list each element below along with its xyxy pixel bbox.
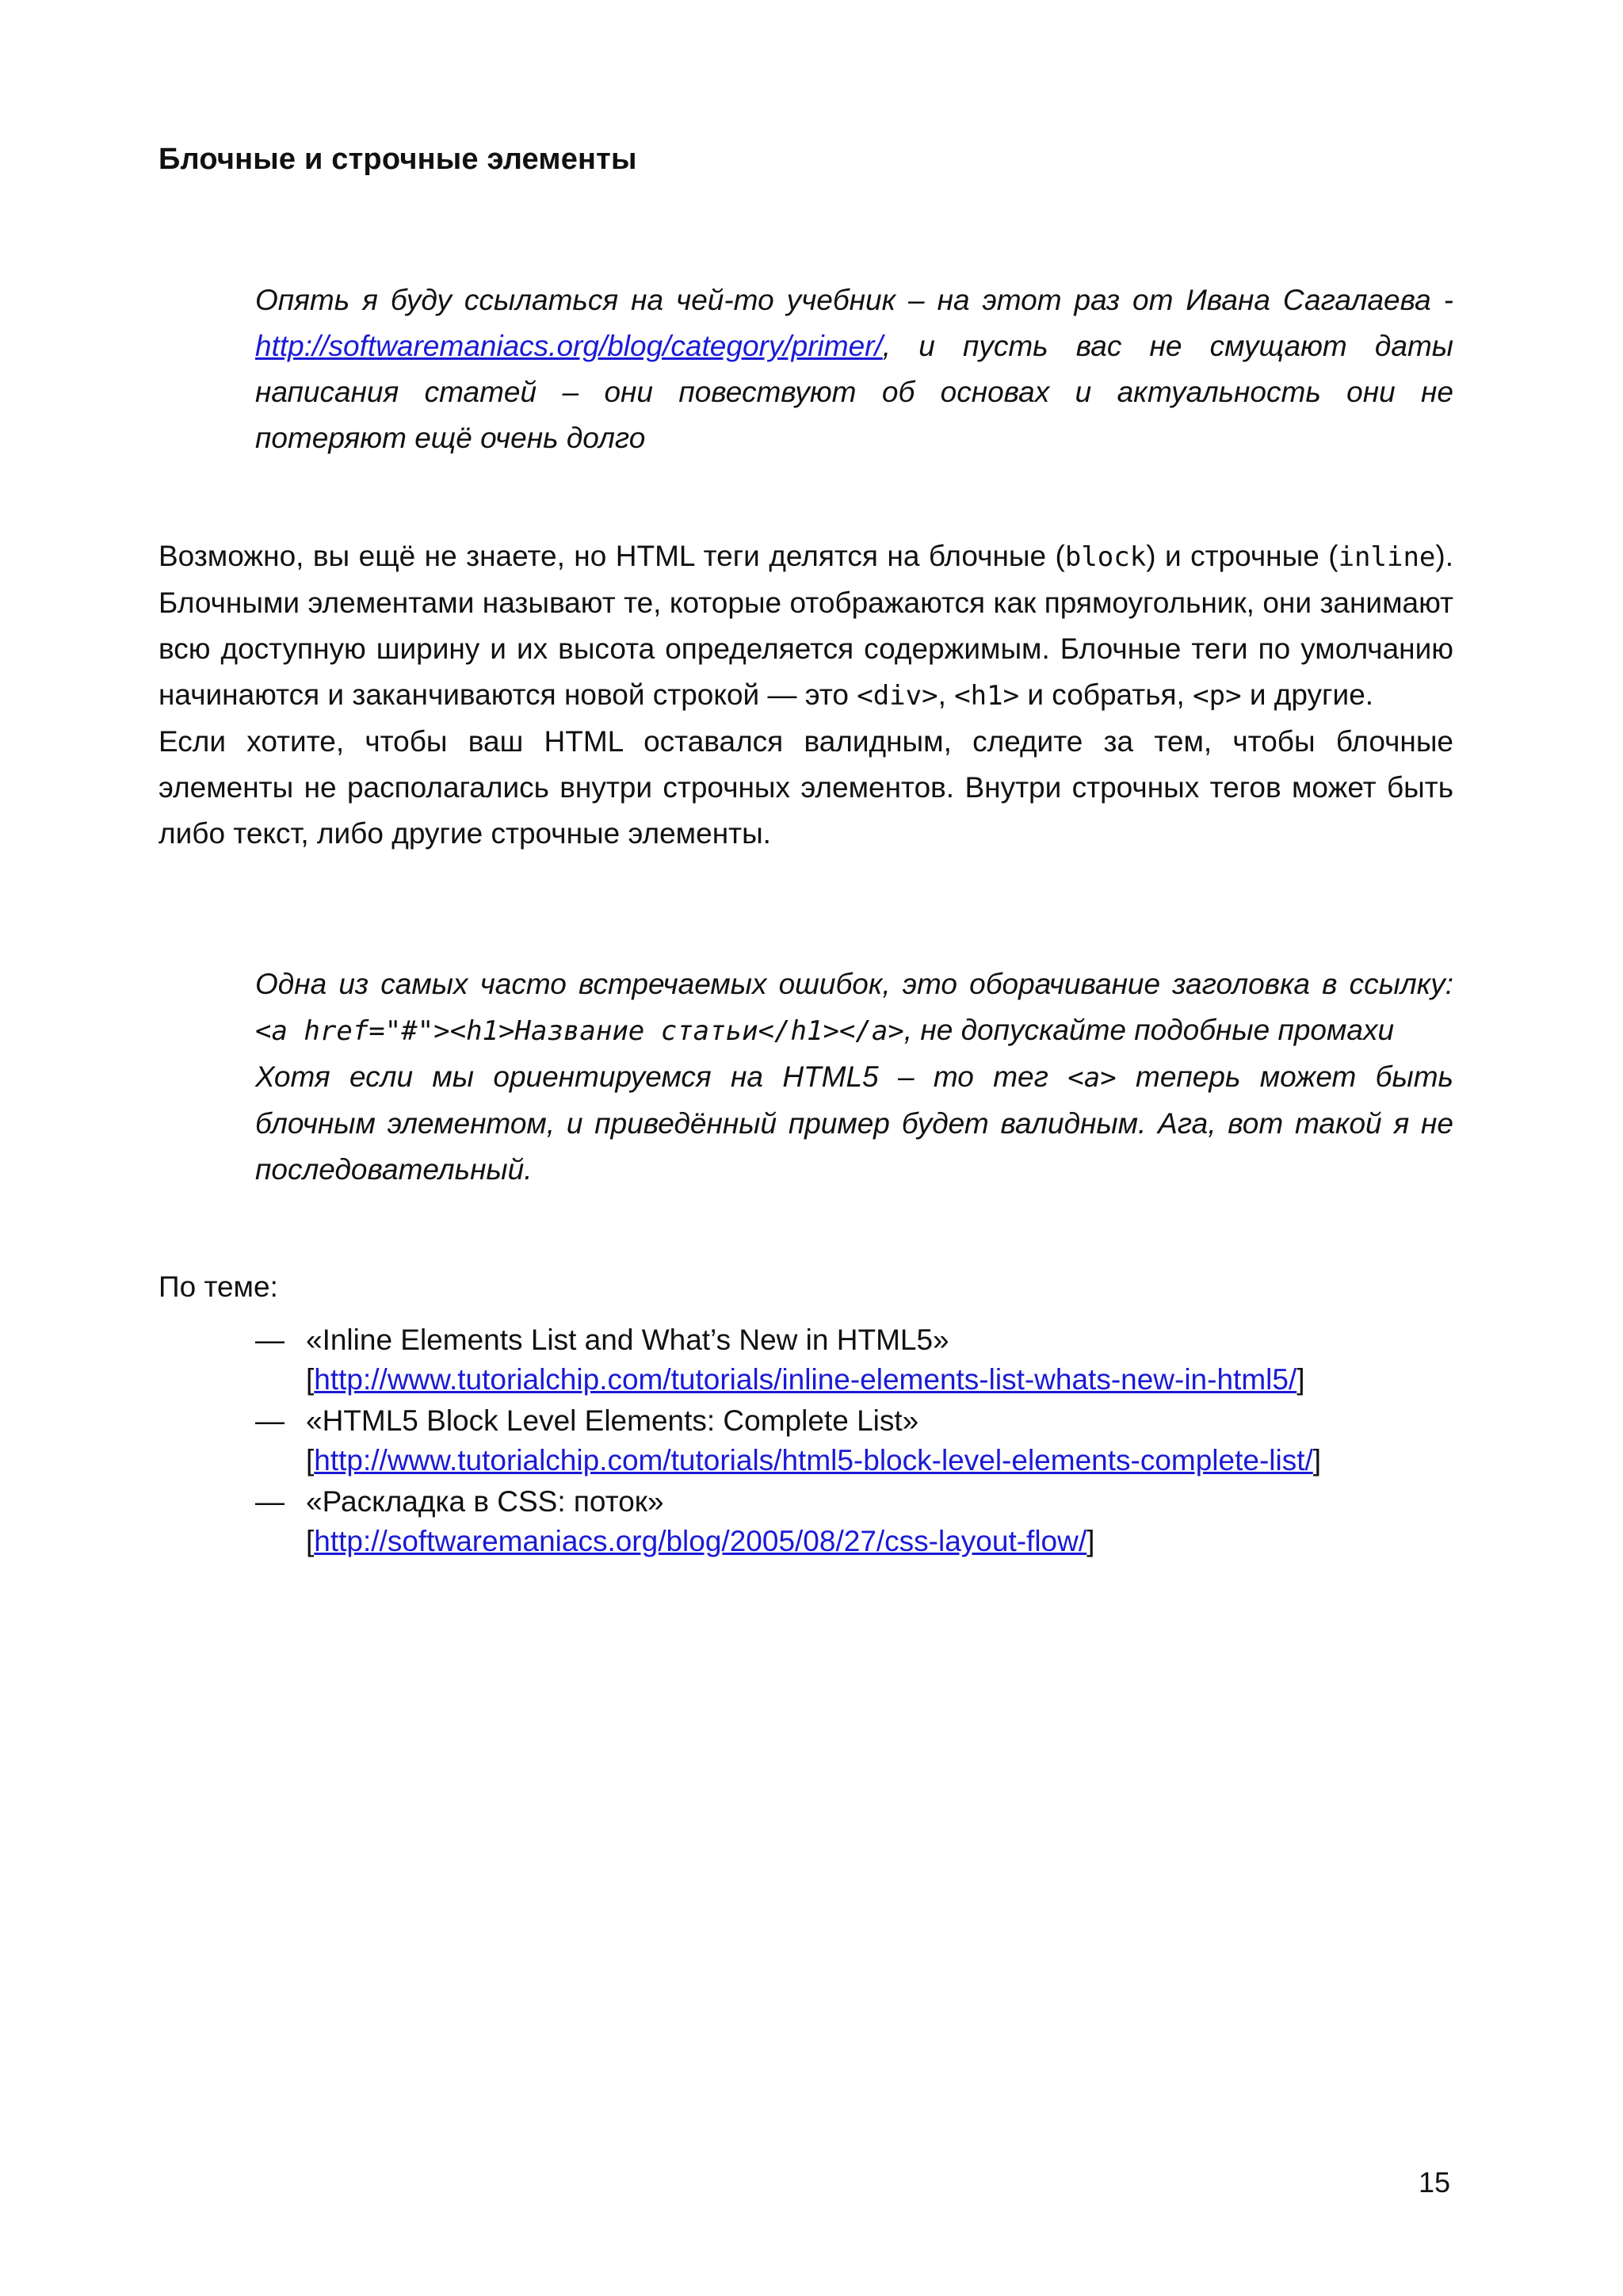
- softwaremaniacs-primer-link[interactable]: http://softwaremaniacs.org/blog/category/primer/: [255, 330, 883, 362]
- related-topics-label: По теме:: [158, 1270, 278, 1303]
- common-mistake-quote: [255, 961, 1453, 1193]
- quote2-line4: блочным элементом, и приведённый пример будет валидным. Ага, вот такой я не: [255, 1107, 1453, 1140]
- block-inline-paragraph: [158, 533, 1453, 857]
- para1-text-5: и собратья,: [1019, 678, 1193, 711]
- bracket-open: [: [306, 1525, 315, 1557]
- topic-url-line: [306, 1441, 1491, 1480]
- code-h1: <h1>: [954, 680, 1020, 712]
- para1-text-1: Возможно, вы ещё не знаете, но HTML теги делятся на блочные (: [158, 540, 1065, 572]
- para1-text-3: ). Блочными элементами называют те, которые отображаются как прямоугольник, они занимают всю доступную ширину и их высота определяется содержимым. Блочные теги по умолчанию начинаются и заканчиваются новой строкой — это: [158, 540, 1453, 711]
- quote2-code-example: <a href="#"><h1>Название статьи</h1></a>: [255, 1015, 904, 1047]
- quote2-line3-text-a: Хотя если мы ориентируемся на HTML5 – то тег: [255, 1060, 1068, 1093]
- quote1-line2-text: , и пусть вас не смущают даты: [882, 330, 1453, 362]
- quote2-line5: последовательный.: [255, 1153, 533, 1186]
- quote2-line3: [255, 1054, 1453, 1101]
- para1-text-4: ,: [938, 678, 955, 711]
- quote1-line4: потеряют ещё очень долго: [255, 422, 646, 454]
- quote1-line3: написания статей – они повествуют об основах и актуальность они не: [255, 376, 1453, 408]
- css-layout-flow-link[interactable]: http://softwaremaniacs.org/blog/2005/08/27/css-layout-flow/: [314, 1525, 1087, 1557]
- dash-bullet: —: [255, 1324, 285, 1356]
- code-inline: inline: [1338, 541, 1436, 573]
- para1-text-6: и другие.: [1241, 678, 1374, 711]
- quote2-line3-text-b: теперь может быть: [1116, 1060, 1453, 1093]
- quote2-line1: Одна из самых часто встречаемых ошибок, это оборачивание заголовка в ссылку:: [255, 968, 1453, 1000]
- list-item: [255, 1401, 1491, 1480]
- validity-paragraph: Если хотите, чтобы ваш HTML оставался валидным, следите за тем, чтобы блочные элементы не располагались внутри строчных элементов. Внутри строчных тегов может быть либо текст, либо другие строчные элементы.: [158, 725, 1453, 850]
- quote2-line2-text: , не допускайте подобные промахи: [903, 1014, 1395, 1046]
- topic-title: «Раскладка в CSS: поток»: [306, 1485, 664, 1518]
- quote2-line2: [255, 1007, 1453, 1054]
- related-topics-list: [255, 1320, 1491, 1563]
- bracket-close: ]: [1086, 1525, 1095, 1557]
- section-heading: Блочные и строчные элементы: [158, 143, 637, 176]
- page-number: 15: [1419, 2166, 1451, 2199]
- list-item: [255, 1482, 1491, 1561]
- topic-title: «Inline Elements List and What’s New in HTML5»: [306, 1324, 949, 1356]
- bracket-open: [: [306, 1444, 315, 1477]
- block-level-elements-link[interactable]: http://www.tutorialchip.com/tutorials/html5-block-level-elements-complete-list/: [314, 1444, 1313, 1477]
- code-p: <p>: [1193, 680, 1242, 712]
- topic-url-line: [306, 1360, 1491, 1400]
- quote1-line2: [255, 323, 1453, 369]
- list-item: [255, 1320, 1491, 1400]
- topic-url-line: [306, 1522, 1491, 1561]
- code-div: <div>: [857, 680, 938, 712]
- bracket-open: [: [306, 1363, 315, 1396]
- bracket-close: ]: [1296, 1363, 1305, 1396]
- bracket-close: ]: [1312, 1444, 1322, 1477]
- dash-bullet: —: [255, 1485, 285, 1518]
- quote2-code-a: <a>: [1067, 1062, 1117, 1094]
- dash-bullet: —: [255, 1404, 285, 1437]
- intro-quote: [255, 277, 1453, 461]
- topic-title: «HTML5 Block Level Elements: Complete List»: [306, 1404, 919, 1437]
- code-block: block: [1064, 541, 1147, 573]
- inline-elements-link[interactable]: http://www.tutorialchip.com/tutorials/inline-elements-list-whats-new-in-html5/: [314, 1363, 1297, 1396]
- quote1-line1: Опять я буду ссылаться на чей-то учебник – на этот раз от Ивана Сагалаева -: [255, 284, 1453, 316]
- para1-text-2: ) и строчные (: [1146, 540, 1338, 572]
